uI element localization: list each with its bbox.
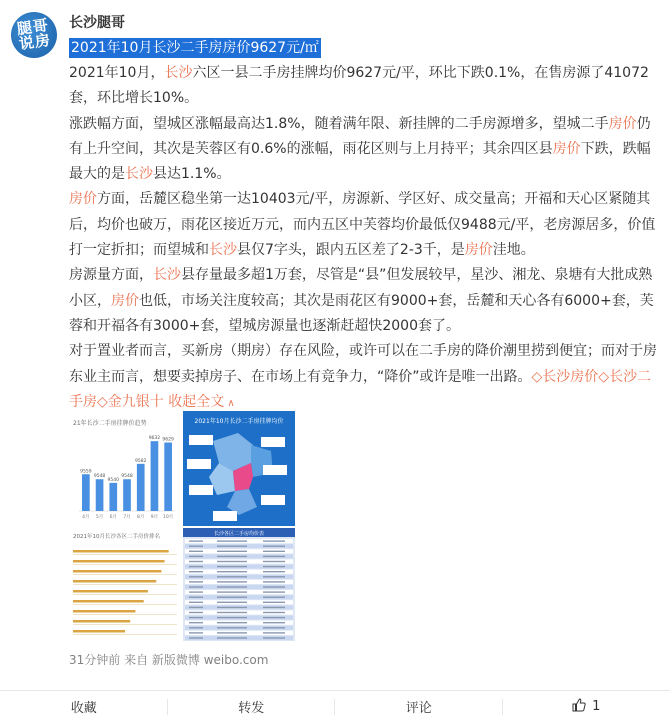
keyword-link[interactable]: 房价 (552, 140, 581, 157)
chevron-up-icon: ∧ (224, 397, 235, 409)
bar-value-label: 9540 (107, 477, 120, 483)
bar (164, 443, 172, 511)
table-cell (263, 637, 285, 638)
keyword-link[interactable]: 长沙 (164, 65, 193, 81)
like-button[interactable] (503, 691, 670, 722)
table-cell (189, 571, 203, 572)
bar-value-label: 9632 (148, 436, 161, 442)
collect-button[interactable] (0, 691, 168, 722)
username[interactable]: 长沙腿哥 (69, 15, 125, 31)
avatar-text: 腿哥说房 (15, 15, 53, 54)
table-cell (217, 546, 247, 547)
table-cell (189, 597, 203, 598)
bar (123, 479, 131, 511)
bar-category-label: 10月 (163, 515, 174, 520)
table-cell (217, 607, 247, 608)
rank-guide-line (73, 584, 177, 585)
collect-label: 收藏 (70, 701, 97, 716)
bar-value-label: 9629 (162, 437, 174, 443)
table-cell (217, 576, 247, 577)
table-cell (263, 571, 285, 572)
map-label-7 (213, 511, 237, 521)
image-rank-chart[interactable] (69, 528, 181, 641)
content-paragraph (69, 339, 661, 416)
bar (109, 483, 117, 511)
table-cell (217, 581, 247, 582)
rank-bar (73, 610, 135, 613)
table-cell (217, 627, 247, 628)
keyword-link[interactable]: 长沙 (209, 242, 237, 259)
collapse-link[interactable]: 收起全文 (163, 393, 225, 410)
keyword-link[interactable]: 长沙 (153, 267, 181, 284)
map-label-5 (189, 485, 213, 495)
table-cell (189, 566, 203, 567)
table-cell (263, 591, 285, 592)
table-cell (189, 540, 203, 541)
bar-category-label: 7月 (123, 515, 131, 520)
table-cell (263, 612, 285, 613)
map-label-2 (261, 437, 285, 447)
rank-guide-line (73, 574, 177, 575)
rank-guide-line (73, 614, 177, 615)
keyword-link[interactable]: 房价 (608, 115, 637, 132)
table-cell (263, 607, 285, 608)
table-cell (189, 546, 203, 547)
table-cell (189, 612, 203, 613)
table-cell (189, 576, 203, 577)
content-text: 洼地。 (492, 242, 535, 259)
content-text: 县存量最多超1万套，尽管是“县”但发展较早，星沙、湘龙、泉塘有大批成熟小区， (69, 267, 653, 309)
topic-tag-icon: ◇ (598, 368, 610, 385)
table-cell (263, 556, 285, 557)
table-cell (217, 597, 247, 598)
post-meta: 31分钟前 来自 新版微博 weibo.com (69, 653, 269, 667)
table-cell (217, 561, 247, 562)
table-cell (189, 556, 203, 557)
bar (137, 464, 145, 511)
rank-bar (73, 620, 130, 623)
rank-guide-line (73, 634, 177, 635)
content-text: 房源量方面， (69, 267, 153, 284)
table-cell (217, 637, 247, 638)
content-text: 下跌，跌幅最大的是 (69, 140, 651, 183)
content-paragraph (69, 263, 661, 339)
bar-chart-svg (69, 411, 181, 526)
thumbs-up-icon (572, 698, 586, 716)
rank-guide-line (73, 564, 177, 565)
table-cell (263, 586, 285, 587)
post-headline: 2021年10月长沙二手房房价9627元/㎡ (71, 40, 319, 56)
table-cell (263, 597, 285, 598)
image-grid (69, 411, 297, 641)
map-title: 2021年10月长沙二手房挂牌均价 (194, 418, 284, 425)
bar-value-label: 9582 (134, 458, 147, 464)
content-paragraph (69, 187, 661, 263)
content-text: 也低，市场关注度较高；其次是雨花区有9000+套，岳麓和天心各有6000+套，芙蓉和开福各有3000+套，望城房源量也逐渐赶超快2000套了。 (69, 292, 654, 334)
content-text: 2021年10月， (69, 65, 165, 81)
table-cell (189, 602, 203, 603)
table-cell (217, 612, 247, 613)
table-cell (263, 546, 285, 547)
table-cell (263, 551, 285, 552)
table-cell (189, 607, 203, 608)
table-cell (189, 591, 203, 592)
table-cell (189, 632, 203, 633)
bar-category-label: 5月 (95, 515, 104, 520)
topic-tag[interactable]: 长沙二手房 (69, 368, 652, 410)
table-cell (217, 566, 247, 567)
table-cell (189, 637, 203, 638)
table-cell (263, 632, 285, 633)
map-label-4 (263, 465, 287, 475)
action-bar (0, 690, 670, 722)
post-content (69, 61, 661, 416)
rank-guide-line (73, 604, 177, 605)
rank-guide-line (73, 594, 177, 595)
table-cell (217, 551, 247, 552)
content-text: 方面，岳麓区稳坐第一达10403元/平，房源新、学区好、成交量高；开福和天心区紧随其后，均价也破万，雨花区接近万元，而内五区中芙蓉均价最低仅9488元/平，老房源居多，价值打一定折扣；而望城和 (69, 191, 656, 259)
rank-chart-svg (69, 528, 181, 641)
table-cell (217, 591, 247, 592)
table-cell (217, 622, 247, 623)
topic-tag-icon: ◇ (531, 368, 543, 385)
topic-tag[interactable]: 金九银十 (107, 393, 164, 410)
map-label-1 (189, 435, 213, 445)
bar-category-label: 8月 (137, 515, 145, 520)
content-text: 涨跌幅方面，望城区涨幅最高达1.8%，随着满年限、新挂牌的二手房源增多，望城二手 (69, 115, 609, 132)
rank-bar (73, 580, 156, 583)
like-count: 1 (592, 699, 601, 714)
bar-category-label: 6月 (109, 515, 117, 520)
content-paragraph (69, 61, 661, 112)
table-cell (189, 586, 203, 587)
table-cell (217, 602, 247, 603)
rank-guide-line (73, 554, 177, 555)
bar-value-label: 9548 (121, 474, 133, 480)
topic-tag[interactable]: 长沙房价 (542, 368, 599, 385)
content-text: 六区一县二手房挂牌均价9627元/平，环比下跌0.1%，在售房源了41072套，环比增长10%。 (69, 65, 649, 107)
rank-chart-title: 2021年10月长沙各区二手房价排名 (73, 534, 160, 540)
rank-bar (73, 570, 161, 573)
bar (96, 479, 104, 511)
table-cell (217, 632, 247, 633)
bar-value-label: 9559 (80, 469, 92, 475)
table-cell (263, 561, 285, 562)
map-label-3 (187, 459, 211, 469)
keyword-link[interactable]: 长沙 (125, 166, 153, 183)
table-cell (189, 617, 203, 618)
table-cell (263, 622, 285, 623)
table-cell (263, 627, 285, 628)
table-cell (217, 556, 247, 557)
rank-bar (73, 550, 169, 553)
content-text: 县仅7字头，跟内五区差了2-3千，是 (237, 242, 465, 259)
bar-category-label: 9月 (150, 515, 159, 520)
table-cell (217, 586, 247, 587)
table-cell (263, 576, 285, 577)
rank-bar (73, 590, 148, 593)
content-text: 对于置业者而言，买新房（期房）存在风险，或许可以在二手房的降价潮里捞到便宜；而对于房东业主而言，想要卖掉房子、在市场上有竞争力，“降价”或许是唯一出路。 (69, 343, 657, 385)
content-paragraph (69, 112, 661, 188)
image-district-map[interactable] (183, 411, 295, 526)
keyword-link[interactable]: 房价 (111, 292, 139, 309)
image-price-table[interactable] (183, 528, 295, 641)
bar-category-label: 4月 (82, 515, 90, 520)
bar-value-label: 9548 (93, 474, 106, 480)
table-cell (263, 602, 285, 603)
repost-label: 转发 (238, 701, 265, 716)
rank-bar (73, 560, 165, 563)
comment-label: 评论 (405, 701, 432, 716)
table-cell (263, 617, 285, 618)
keyword-link[interactable]: 房价 (464, 242, 493, 259)
table-cell (263, 566, 285, 567)
district-map-svg (183, 411, 295, 526)
rank-bar (73, 630, 125, 633)
table-cell (189, 561, 203, 562)
table-cell (189, 627, 203, 628)
table-cell (217, 617, 247, 618)
comment-button[interactable] (335, 691, 503, 722)
topic-tag-icon: ◇ (97, 393, 108, 410)
bar-chart-title: 21年长沙二手房挂牌价趋势 (73, 420, 147, 427)
table-cell (217, 540, 247, 541)
map-label-6 (261, 495, 285, 505)
table-cell (217, 571, 247, 572)
image-bar-chart[interactable] (69, 411, 181, 526)
table-cell (189, 551, 203, 552)
table-cell (189, 581, 203, 582)
price-table-svg (183, 528, 295, 641)
rank-guide-line (73, 624, 177, 625)
bar (151, 441, 159, 511)
content-text: 仍有上升空间，其次是芙蓉区有0.6%的涨幅，雨花区则与上月持平；其余四区县 (69, 115, 651, 157)
table-cell (263, 540, 285, 541)
table-title: 长沙各区二手房均价表 (213, 531, 265, 537)
rank-bar (73, 600, 144, 603)
table-cell (263, 581, 285, 582)
content-text: 县达1.1%。 (153, 166, 231, 183)
avatar[interactable] (11, 12, 57, 58)
keyword-link[interactable]: 房价 (69, 191, 97, 208)
table-cell (189, 622, 203, 623)
repost-button[interactable] (168, 691, 336, 722)
bar (82, 474, 90, 511)
